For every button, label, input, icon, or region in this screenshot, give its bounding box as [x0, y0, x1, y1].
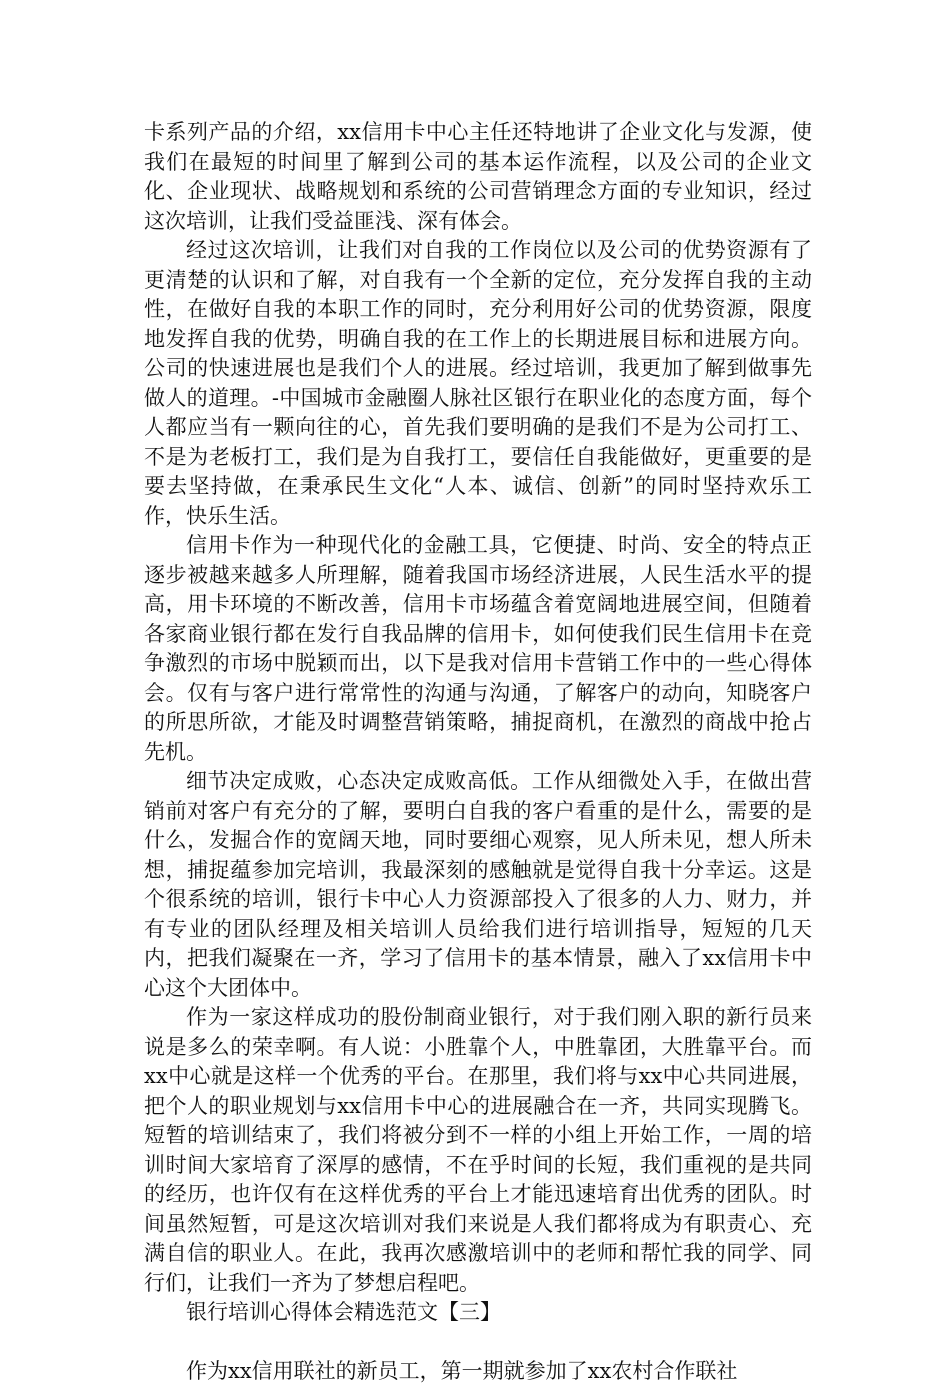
paragraph-6: 作为xx信用联社的新员工，第一期就参加了xx农村合作联社: [186, 1359, 738, 1383]
paragraph-1: 卡系列产品的介绍，xx信用卡中心主任还特地讲了企业文化与发源，使我们在最短的时间里了解到公司的基本运作流程，以及公司的企业文化、企业现状、战略规划和系统的公司营销理念方面的专业知识，经过这次培训，让我们受益匪浅、深有体会。: [144, 120, 812, 233]
blank-line: [144, 1328, 812, 1358]
paragraph-4: 细节决定成败，心态决定成败高低。工作从细微处入手，在做出营销前对客户有充分的了解，要明白自我的客户看重的是什么，需要的是什么，发掘合作的宽阔天地，同时要细心观察，见人所未见，想人所未想，捕捉蕴参加完培训，我最深刻的感触就是觉得自我十分幸运。这是个很系统的培训，银行卡中心人力资源部投入了很多的人力、财力，并有专业的团队经理及相关培训人员给我们进行培训指导，短短的几天内，把我们凝聚在一齐，学习了信用卡的基本情景，融入了xx信用卡中心这个大团体中。: [144, 769, 812, 1000]
paragraph-2: 经过这次培训，让我们对自我的工作岗位以及公司的优势资源有了更清楚的认识和了解，对自我有一个全新的定位，充分发挥自我的主动性，在做好自我的本职工作的同时，充分利用好公司的优势资源，限度地发挥自我的优势，明确自我的在工作上的长期进展目标和进展方向。公司的快速进展也是我们个人的进展。经过培训，我更加了解到做事先做人的道理。-中国城市金融圈人脉社区银行在职业化的态度方面，每个人都应当有一颗向往的心，首先我们要明确的是我们不是为公司打工、不是为老板打工，我们是为自我打工，要信任自我能做好，更重要的是要去坚持做，在秉承民生文化“人本、诚信、创新”的同时坚持欢乐工作，快乐生活。: [144, 238, 812, 528]
paragraph-3: 信用卡作为一种现代化的金融工具，它便捷、时尚、安全的特点正逐步被越来越多人所理解，随着我国市场经济进展，人民生活水平的提高，用卡环境的不断改善，信用卡市场蕴含着宽阔地进展空间，但随着各家商业银行都在发行自我品牌的信用卡，如何使我们民生信用卡在竞争激烈的市场中脱颖而出，以下是我对信用卡营销工作中的一些心得体会。仅有与客户进行常常性的沟通与沟通，了解客户的动向，知晓客户的所思所欲，才能及时调整营销策略，捕捉商机，在激烈的商战中抢占先机。: [144, 533, 812, 764]
document-page: [144, 118, 812, 1387]
paragraph-5: 作为一家这样成功的股份制商业银行，对于我们刚入职的新行员来说是多么的荣幸啊。有人说：小胜靠个人，中胜靠团，大胜靠平台。而xx中心就是这样一个优秀的平台。在那里，我们将与xx中心共同进展，把个人的职业规划与xx信用卡中心的进展融合在一齐，共同实现腾飞。短暂的培训结束了，我们将被分到不一样的小组上开始工作，一周的培训时间大家培育了深厚的感情，不在乎时间的长短，我们重视的是共同的经历，也许仅有在这样优秀的平台上才能迅速培育出优秀的团队。时间虽然短暂，可是这次培训对我们来说是人我们都将成为有职责心、充满自信的职业人。在此，我再次感激培训中的老师和帮忙我的同学、同行们，让我们一齐为了梦想启程吧。: [144, 1005, 812, 1295]
section-heading: 银行培训心得体会精选范文【三】: [186, 1300, 501, 1324]
